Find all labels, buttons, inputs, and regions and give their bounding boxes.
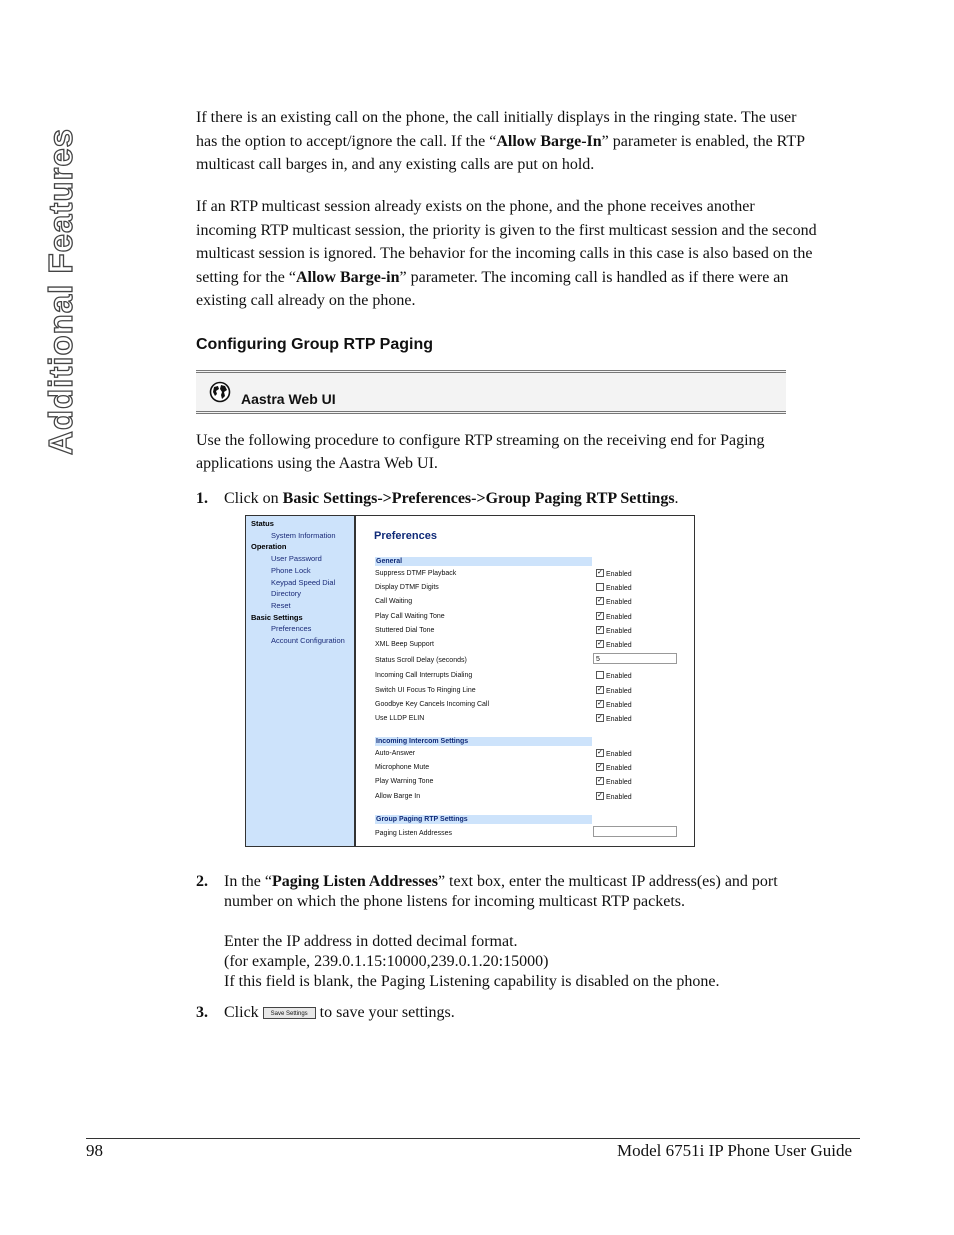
text-line: (for example, 239.0.1.15:10000,239.0.1.20:15000)	[224, 953, 549, 970]
web-ui-sidebar	[246, 516, 356, 846]
web-ui-main	[356, 516, 694, 846]
settings-row	[375, 793, 675, 805]
paragraph-barge-in	[196, 106, 860, 177]
setting-label: Stuttered Dial Tone	[375, 626, 435, 634]
setting-label: Use LLDP ELIN	[375, 715, 425, 722]
step-number: 3.	[196, 1004, 208, 1021]
checkbox-unchecked[interactable]	[596, 671, 604, 679]
setting-label: Status Scroll Delay (seconds)	[375, 656, 467, 664]
text-line: If an RTP multicast session already exists on the phone, and the phone receives another	[196, 198, 755, 215]
settings-row	[375, 641, 675, 653]
text-line	[224, 912, 864, 932]
page-number: 98	[86, 1141, 103, 1160]
web-ui-page-title: Preferences	[374, 530, 437, 542]
text-line: If there is an existing call on the phone, the call initially displays in the ringing state. The user	[196, 109, 797, 126]
web-ui-screenshot	[245, 515, 695, 847]
globe-icon	[209, 381, 231, 403]
step-text	[224, 872, 864, 992]
nav-section-header: Status	[251, 519, 274, 528]
nav-link[interactable]: Reset	[271, 600, 291, 610]
bold-term: Allow Barge-In	[496, 132, 602, 150]
settings-section-header: Incoming Intercom Settings	[375, 737, 592, 746]
checkbox-checked[interactable]: ✓	[597, 685, 603, 693]
settings-section-header: Group Paging RTP Settings	[375, 815, 592, 824]
bold-term: Allow Barge-in	[295, 268, 400, 286]
step-text	[224, 489, 864, 509]
text-line: number on which the phone listens for incoming multicast RTP packets.	[224, 893, 686, 910]
settings-row	[375, 570, 675, 582]
checkbox-checked[interactable]: ✓	[597, 611, 603, 619]
nav-link[interactable]: Preferences	[271, 624, 312, 634]
text-field[interactable]	[593, 826, 677, 837]
checkbox-checked[interactable]: ✓	[597, 714, 603, 721]
setting-label: Goodbye Key Cancels Incoming Call	[375, 700, 490, 708]
checkbox-checked[interactable]: ✓	[597, 597, 603, 605]
settings-row	[375, 657, 675, 669]
setting-label: Allow Barge In	[375, 792, 421, 800]
checkbox-label: Enabled	[606, 716, 632, 723]
settings-row	[375, 750, 675, 762]
intro-paragraph	[196, 429, 860, 475]
web-ui-label: Aastra Web UI	[241, 391, 336, 407]
checkbox-checked[interactable]: ✓	[597, 777, 603, 785]
text-field[interactable]: 5	[593, 653, 677, 664]
checkbox-label: Enabled	[606, 701, 632, 709]
checkbox-checked[interactable]: ✓	[597, 640, 603, 647]
settings-row	[375, 613, 675, 625]
checkbox-label: Enabled	[606, 793, 632, 801]
step-number: 1.	[196, 490, 208, 507]
setting-label: Call Waiting	[375, 598, 413, 606]
nav-link[interactable]: Directory	[271, 589, 302, 599]
settings-row	[375, 672, 675, 684]
setting-label: Display DTMF Digits	[375, 584, 439, 592]
step-3-before: Click	[224, 1004, 263, 1021]
checkbox-checked[interactable]: ✓	[597, 699, 603, 707]
checkbox-label: Enabled	[606, 673, 632, 681]
settings-row	[375, 584, 675, 596]
settings-row	[375, 830, 675, 842]
checkbox-label: Enabled	[606, 751, 632, 758]
text-line: setting for the “Allow Barge-in” parameter. The incoming call is handled as if there were an	[196, 268, 789, 286]
checkbox-label: Enabled	[606, 571, 632, 578]
text-line: incoming RTP multicast session, the priority is given to the first multicast session and the second	[196, 221, 817, 239]
setting-label: Microphone Mute	[375, 764, 430, 772]
text-line: multicast session is ignored. The behavior for the incoming calls in this case is also based on the	[196, 245, 813, 262]
settings-row	[375, 778, 675, 790]
nav-link[interactable]: User Password	[271, 554, 322, 564]
step-number: 2.	[196, 873, 208, 890]
document-title: Model 6751i IP Phone User Guide	[617, 1141, 852, 1160]
checkbox-label: Enabled	[606, 765, 632, 773]
checkbox-unchecked[interactable]	[596, 583, 604, 591]
checkbox-label: Enabled	[606, 627, 632, 635]
text-line: existing call already on the phone.	[196, 292, 416, 309]
settings-row	[375, 627, 675, 639]
settings-row	[375, 598, 675, 610]
footer-rule	[86, 1138, 860, 1139]
nav-link[interactable]: Phone Lock	[271, 565, 311, 575]
bold-term: Basic Settings->Preferences->Group Paging RTP Settings	[282, 490, 675, 507]
bold-term: Paging Listen Addresses	[271, 873, 438, 890]
setting-label: Incoming Call Interrupts Dialing	[375, 672, 473, 680]
side-title: Additional Features	[42, 127, 79, 455]
setting-label: Paging Listen Addresses	[375, 829, 453, 837]
nav-section-header: Basic Settings	[251, 612, 303, 622]
web-ui-banner	[196, 370, 786, 414]
setting-label: Play Warning Tone	[375, 778, 434, 786]
section-heading: Configuring Group RTP Paging	[196, 336, 434, 353]
checkbox-label: Enabled	[606, 779, 632, 787]
settings-row	[375, 715, 675, 727]
setting-label: Suppress DTMF Playback	[375, 570, 457, 577]
settings-row	[375, 687, 675, 699]
text-line: If this field is blank, the Paging Listening capability is disabled on the phone.	[224, 973, 720, 990]
step-text	[224, 1003, 864, 1023]
nav-link[interactable]: Account Configuration	[271, 636, 345, 645]
text-line: multicast call barges in, and any existing calls are put on hold.	[196, 156, 595, 173]
text-line: Click on Basic Settings->Preferences->Group Paging RTP Settings.	[224, 490, 679, 507]
nav-link[interactable]: System Information	[271, 530, 336, 540]
nav-section-header: Operation	[251, 542, 287, 552]
text-line: Enter the IP address in dotted decimal format.	[224, 933, 518, 950]
setting-label: Play Call Waiting Tone	[375, 612, 445, 620]
text-line: Use the following procedure to configure RTP streaming on the receiving end for Paging	[196, 432, 765, 449]
checkbox-label: Enabled	[606, 599, 632, 607]
settings-row	[375, 764, 675, 776]
text-line: applications using the Aastra Web UI.	[196, 455, 438, 472]
save-settings-button[interactable]: Save Settings	[263, 1007, 316, 1019]
text-line: In the “Paging Listen Addresses” text box, enter the multicast IP address(es) and port	[224, 873, 778, 890]
setting-label: XML Beep Support	[375, 641, 434, 648]
checkbox-checked[interactable]: ✓	[597, 625, 603, 633]
checkbox-label: Enabled	[606, 585, 632, 593]
checkbox-checked[interactable]: ✓	[597, 749, 603, 756]
checkbox-label: Enabled	[606, 687, 632, 695]
settings-row	[375, 701, 675, 713]
setting-label: Switch UI Focus To Ringing Line	[375, 686, 476, 694]
step-3-after: to save your settings.	[315, 1004, 455, 1021]
checkbox-label: Enabled	[606, 613, 632, 621]
paragraph-multicast-session	[196, 195, 860, 313]
checkbox-checked[interactable]: ✓	[597, 763, 603, 771]
text-line: has the option to accept/ignore the call. If the “Allow Barge-In” parameter is enabled, the RTP	[196, 132, 806, 150]
checkbox-checked[interactable]: ✓	[597, 791, 603, 799]
checkbox-checked[interactable]: ✓	[597, 569, 603, 576]
nav-link[interactable]: Keypad Speed Dial	[271, 577, 336, 587]
settings-section-header: General	[375, 557, 592, 566]
setting-label: Auto-Answer	[375, 750, 416, 757]
checkbox-label: Enabled	[606, 642, 632, 649]
